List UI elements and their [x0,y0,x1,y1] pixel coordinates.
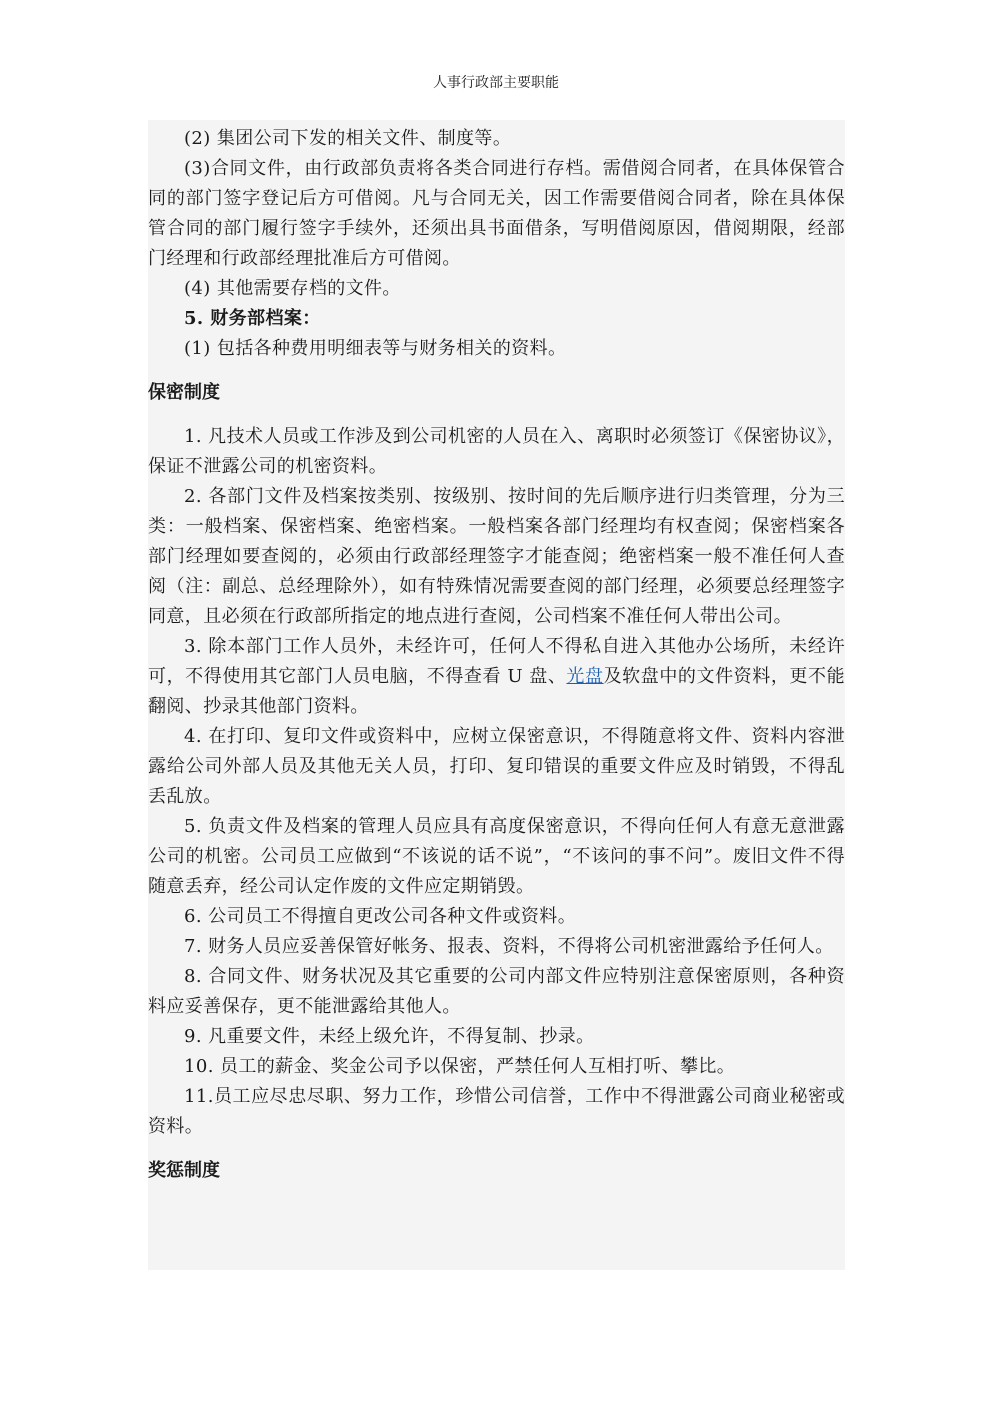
paragraph: (4) 其他需要存档的文件。 [184,278,401,299]
section-heading-rewards: 奖惩制度 [148,1160,220,1181]
optical-disc-link[interactable]: 光盘 [566,666,604,687]
page-header: 人事行政部主要职能 [433,75,559,91]
paragraph: 11.员工应尽忠尽职、努力工作，珍惜公司信誉，工作中不得泄露公司商业秘密或资料。 [148,1086,845,1137]
paragraph: 5. 负责文件及档案的管理人员应具有高度保密意识，不得向任何人有意无意泄露公司的机密。公司员工应做到“不该说的话不说”，“不该问的事不问”。废旧文件不得随意丢弃，经公司认定作废的文件应定期销毁。 [148,816,845,897]
paragraph: 6. 公司员工不得擅自更改公司各种文件或资料。 [184,906,577,927]
paragraph: 7. 财务人员应妥善保管好帐务、报表、资料，不得将公司机密泄露给予任何人。 [184,936,834,957]
section-heading-secrecy: 保密制度 [148,382,220,403]
text-span: 及软盘中的文件资料，更不能翻阅、抄录其他部门资料。 [148,666,845,717]
paragraph: (1) 包括各种费用明细表等与财务相关的资料。 [184,338,567,359]
document-body [148,120,845,1270]
paragraph: (2) 集团公司下发的相关文件、制度等。 [184,128,512,149]
paragraph: 10. 员工的薪金、奖金公司予以保密，严禁任何人互相打听、攀比。 [184,1056,736,1077]
section-subtitle: 5. 财务部档案： [184,308,321,329]
paragraph: 4. 在打印、复印文件或资料中，应树立保密意识，不得随意将文件、资料内容泄露给公司外部人员及其他无关人员，打印、复印错误的重要文件应及时销毁，不得乱丢乱放。 [148,726,845,807]
paragraph: 9. 凡重要文件，未经上级允许，不得复制、抄录。 [184,1026,595,1047]
paragraph: 1. 凡技术人员或工作涉及到公司机密的人员在入、离职时必须签订《保密协议》，保证不泄露公司的机密资料。 [148,426,845,477]
paragraph: (3)合同文件，由行政部负责将各类合同进行存档。需借阅合同者，在具体保管合同的部门签字登记后方可借阅。凡与合同无关，因工作需要借阅合同者，除在具体保管合同的部门履行签字手续外，还须出具书面借条，写明借阅原因，借阅期限，经部门经理和行政部经理批准后方可借阅。 [148,158,845,269]
paragraph: 2. 各部门文件及档案按类别、按级别、按时间的先后顺序进行归类管理，分为三类：一般档案、保密档案、绝密档案。一般档案各部门经理均有权查阅；保密档案各部门经理如要查阅的，必须由行政部经理签字才能查阅；绝密档案一般不准任何人查阅（注：副总、总经理除外），如有特殊情况需要查阅的部门经理，必须要总经理签字同意，且必须在行政部所指定的地点进行查阅，公司档案不准任何人带出公司。 [148,486,845,627]
paragraph: 8. 合同文件、财务状况及其它重要的公司内部文件应特别注意保密原则，各种资料应妥善保存，更不能泄露给其他人。 [148,966,845,1017]
paragraph [148,632,845,722]
text-span: 3. 除本部门工作人员外，未经许可，任何人不得私自进入其他办公场所，未经许可，不得使用其它部门人员电脑，不得查看 U 盘、 [148,636,845,687]
